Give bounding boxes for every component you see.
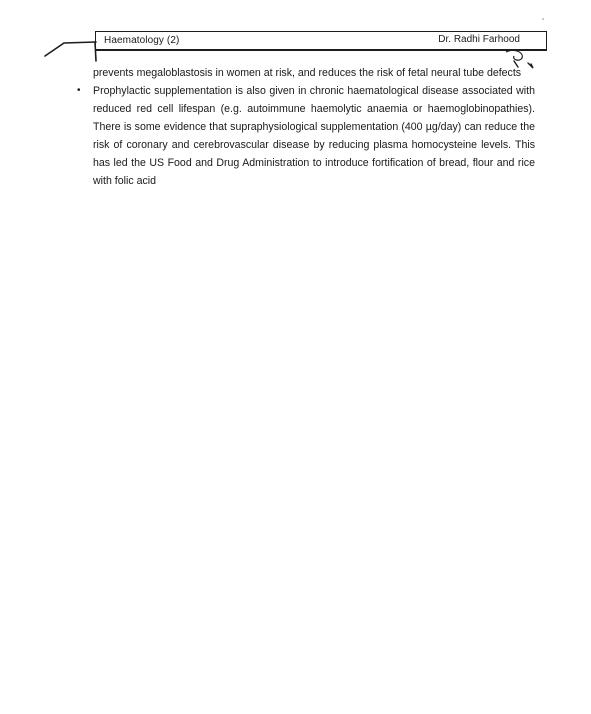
list-item xyxy=(77,82,535,190)
header-course-title: Haematology (2) xyxy=(104,35,180,46)
stray-mark xyxy=(540,16,546,22)
running-header xyxy=(95,31,547,51)
continuation-paragraph: prevents megaloblastosis in women at risk, and reduces the risk of fetal neural tube defects xyxy=(93,67,522,79)
bullet-list xyxy=(77,82,535,190)
header-author: Dr. Radhi Farhood xyxy=(438,34,520,45)
bullet-text: Prophylactic supplementation is also given in chronic haematological disease associated with reduced red cell lifespan (e.g. autoimmune haemolytic anaemia or haemoglobinopathies). There is some evidence that supraphysiological supplementation (400 µg/day) can reduce the risk of coronary and cerebrovascular disease by reducing plasma homocysteine levels. This has led the US Food and Drug Administration to introduce fortification of bread, flour and rice with folic acid xyxy=(93,85,535,187)
bullet-marker: • xyxy=(77,85,81,96)
body-text xyxy=(77,64,535,190)
